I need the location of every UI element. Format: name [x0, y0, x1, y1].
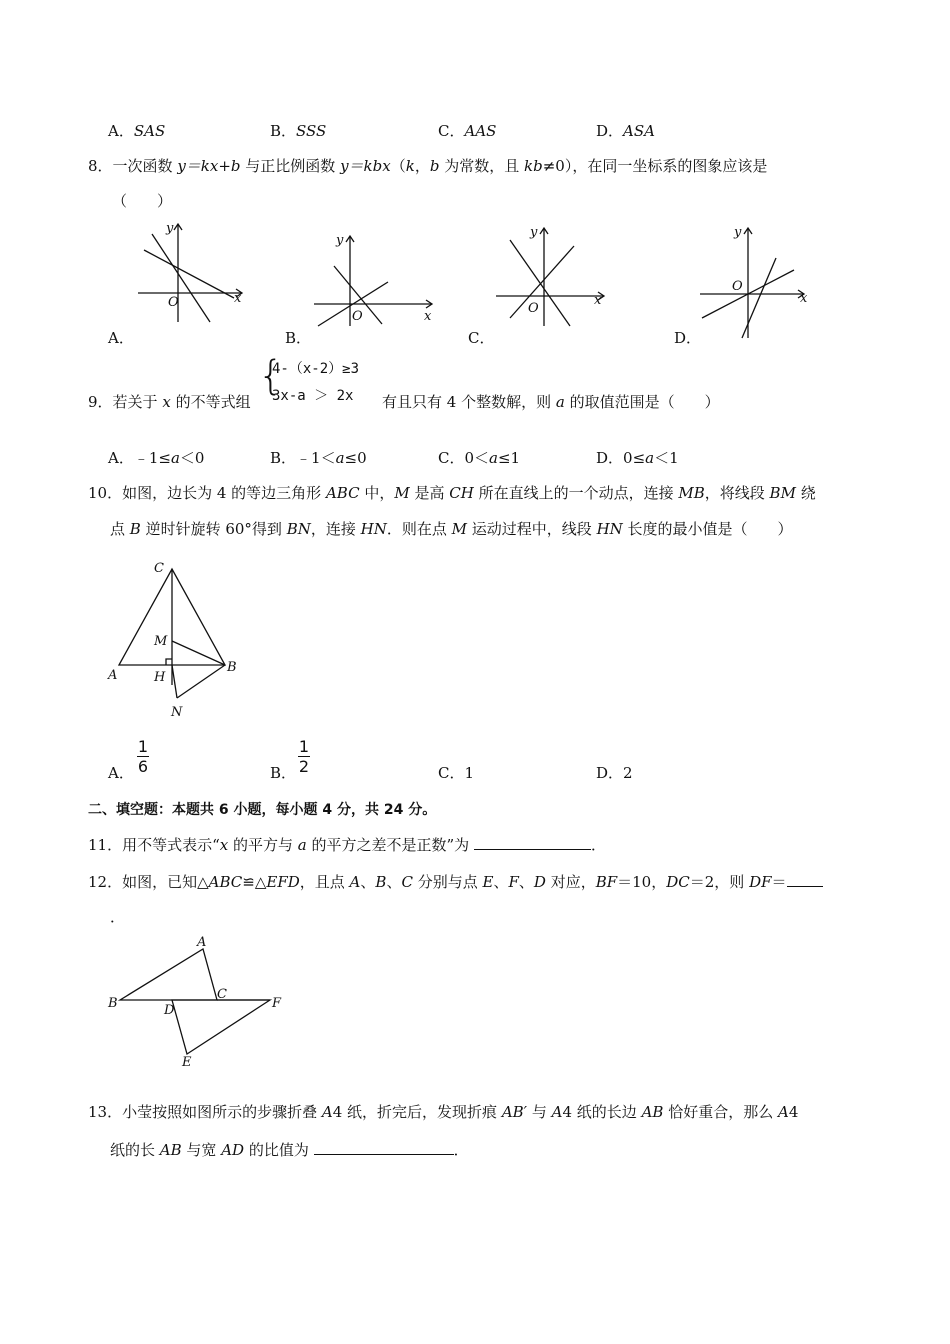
right-angle-mark: [166, 659, 172, 665]
label-e: E: [182, 1055, 192, 1070]
q9-inequality-2: 3x-a ＞ 2x: [272, 388, 354, 404]
q8-option-d[interactable]: D．: [674, 329, 702, 347]
q12-answer-blank[interactable]: [787, 872, 823, 887]
label-d: D: [164, 1003, 175, 1018]
q8-graph-a: [130, 218, 250, 326]
x-label: x: [424, 309, 432, 324]
q8-answer-paren: （ ）: [112, 192, 173, 210]
triangle-efd: [172, 1000, 270, 1054]
q11-answer-blank[interactable]: [474, 835, 591, 850]
label-n: N: [171, 705, 183, 720]
label-c: C: [154, 561, 164, 576]
q7-option-c[interactable]: C．AAS: [438, 122, 497, 140]
q9-stem-end: 有且只有 4 个整数解，则 a 的取值范围是（ ）: [382, 393, 720, 411]
q7-option-d[interactable]: D．ASA: [596, 122, 655, 140]
q8-option-b[interactable]: B．: [285, 329, 312, 347]
label-f: F: [272, 996, 282, 1011]
q10-option-b-fraction: 1 2: [298, 737, 310, 776]
triangle-abc: [120, 949, 217, 1000]
q9-option-b[interactable]: B．﹣1＜a≤0: [270, 449, 367, 467]
q13-stem-line1: 13．小莹按照如图所示的步骤折叠 A4 纸，折完后，发现折痕 AB′ 与 A4 纸的长边 AB 恰好重合，那么 A4: [88, 1103, 799, 1121]
q13-stem-line2: 纸的长 AB 与宽 AD 的比值为 ．: [110, 1141, 469, 1159]
origin-label: O: [168, 295, 179, 310]
label-a: A: [108, 668, 118, 683]
q8-graph-d: [696, 222, 816, 340]
q8-stem: 8．一次函数 y＝kx+b 与正比例函数 y＝kbx（k，b 为常数，且 kb≠0），在同一坐标系的图象应该是: [88, 157, 768, 175]
label-b: B: [108, 996, 118, 1011]
label-h: H: [154, 670, 166, 685]
q9-option-c[interactable]: C．0＜a≤1: [438, 449, 521, 467]
label-a: A: [197, 935, 207, 950]
q9-option-a[interactable]: A．﹣1≤a＜0: [108, 449, 205, 467]
q10-stem-line1: 10．如图，边长为 4 的等边三角形 ABC 中，M 是高 CH 所在直线上的一个动点，连接 MB，将线段 BM 绕: [88, 484, 816, 502]
segment-hn: [172, 665, 177, 698]
q12-end-period: ．: [110, 908, 126, 926]
q10-stem-line2: 点 B 逆时针旋转 60°得到 BN，连接 HN．则在点 M 运动过程中，线段 HN 长度的最小值是（ ）: [110, 520, 793, 538]
q12-stem: 12．如图，已知△ABC≌△EFD，且点 A、B、C 分别与点 E、F、D 对应，BF＝10，DC＝2，则 DF＝: [88, 871, 823, 892]
label-m: M: [154, 634, 168, 649]
x-label: x: [234, 291, 242, 306]
origin-label: O: [732, 279, 743, 294]
q8-graph-c: [492, 222, 612, 328]
q9-option-d[interactable]: D．0≤a＜1: [596, 449, 679, 467]
q9-inequality-1: 4-（x-2）≥3: [272, 361, 360, 377]
line-1: [510, 240, 570, 326]
q13-answer-blank[interactable]: [314, 1140, 454, 1155]
line-1: [152, 234, 210, 322]
q12-figure: [100, 930, 300, 1070]
section-2-title: 二、填空题：本题共 6 小题，每小题 4 分，共 24 分。: [88, 802, 437, 818]
q10-option-c[interactable]: C．1: [438, 764, 475, 782]
x-label: x: [800, 291, 808, 306]
q11-stem: 11．用不等式表示“x 的平方与 a 的平方之差不是正数”为 ．: [88, 836, 606, 854]
q9-stem-start: 9．若关于 x 的不等式组: [88, 393, 251, 411]
segment-mb: [172, 641, 225, 665]
q7-option-b[interactable]: B．SSS: [270, 122, 327, 140]
q9-brace: {: [258, 353, 284, 399]
q8-option-c[interactable]: C．: [468, 329, 495, 347]
q10-option-a-fraction: 1 6: [137, 737, 149, 776]
y-label: y: [336, 233, 344, 248]
q10-option-d[interactable]: D．2: [596, 764, 633, 782]
q10-figure: [100, 555, 250, 725]
line-2: [510, 246, 574, 318]
y-label: y: [530, 225, 538, 240]
q10-option-b-label[interactable]: B．: [270, 764, 297, 782]
origin-label: O: [352, 309, 363, 324]
y-label: y: [166, 221, 174, 236]
q8-graph-b: [308, 228, 438, 328]
label-c: C: [217, 987, 227, 1002]
x-label: x: [594, 293, 602, 308]
origin-label: O: [528, 301, 539, 316]
segment-bn: [177, 665, 225, 698]
q8-option-a[interactable]: A．: [108, 329, 134, 347]
q7-option-a[interactable]: A．SAS: [108, 122, 166, 140]
q10-option-a-label[interactable]: A．: [108, 764, 134, 782]
line-2: [742, 258, 776, 338]
label-b: B: [227, 660, 237, 675]
y-label: y: [734, 225, 742, 240]
